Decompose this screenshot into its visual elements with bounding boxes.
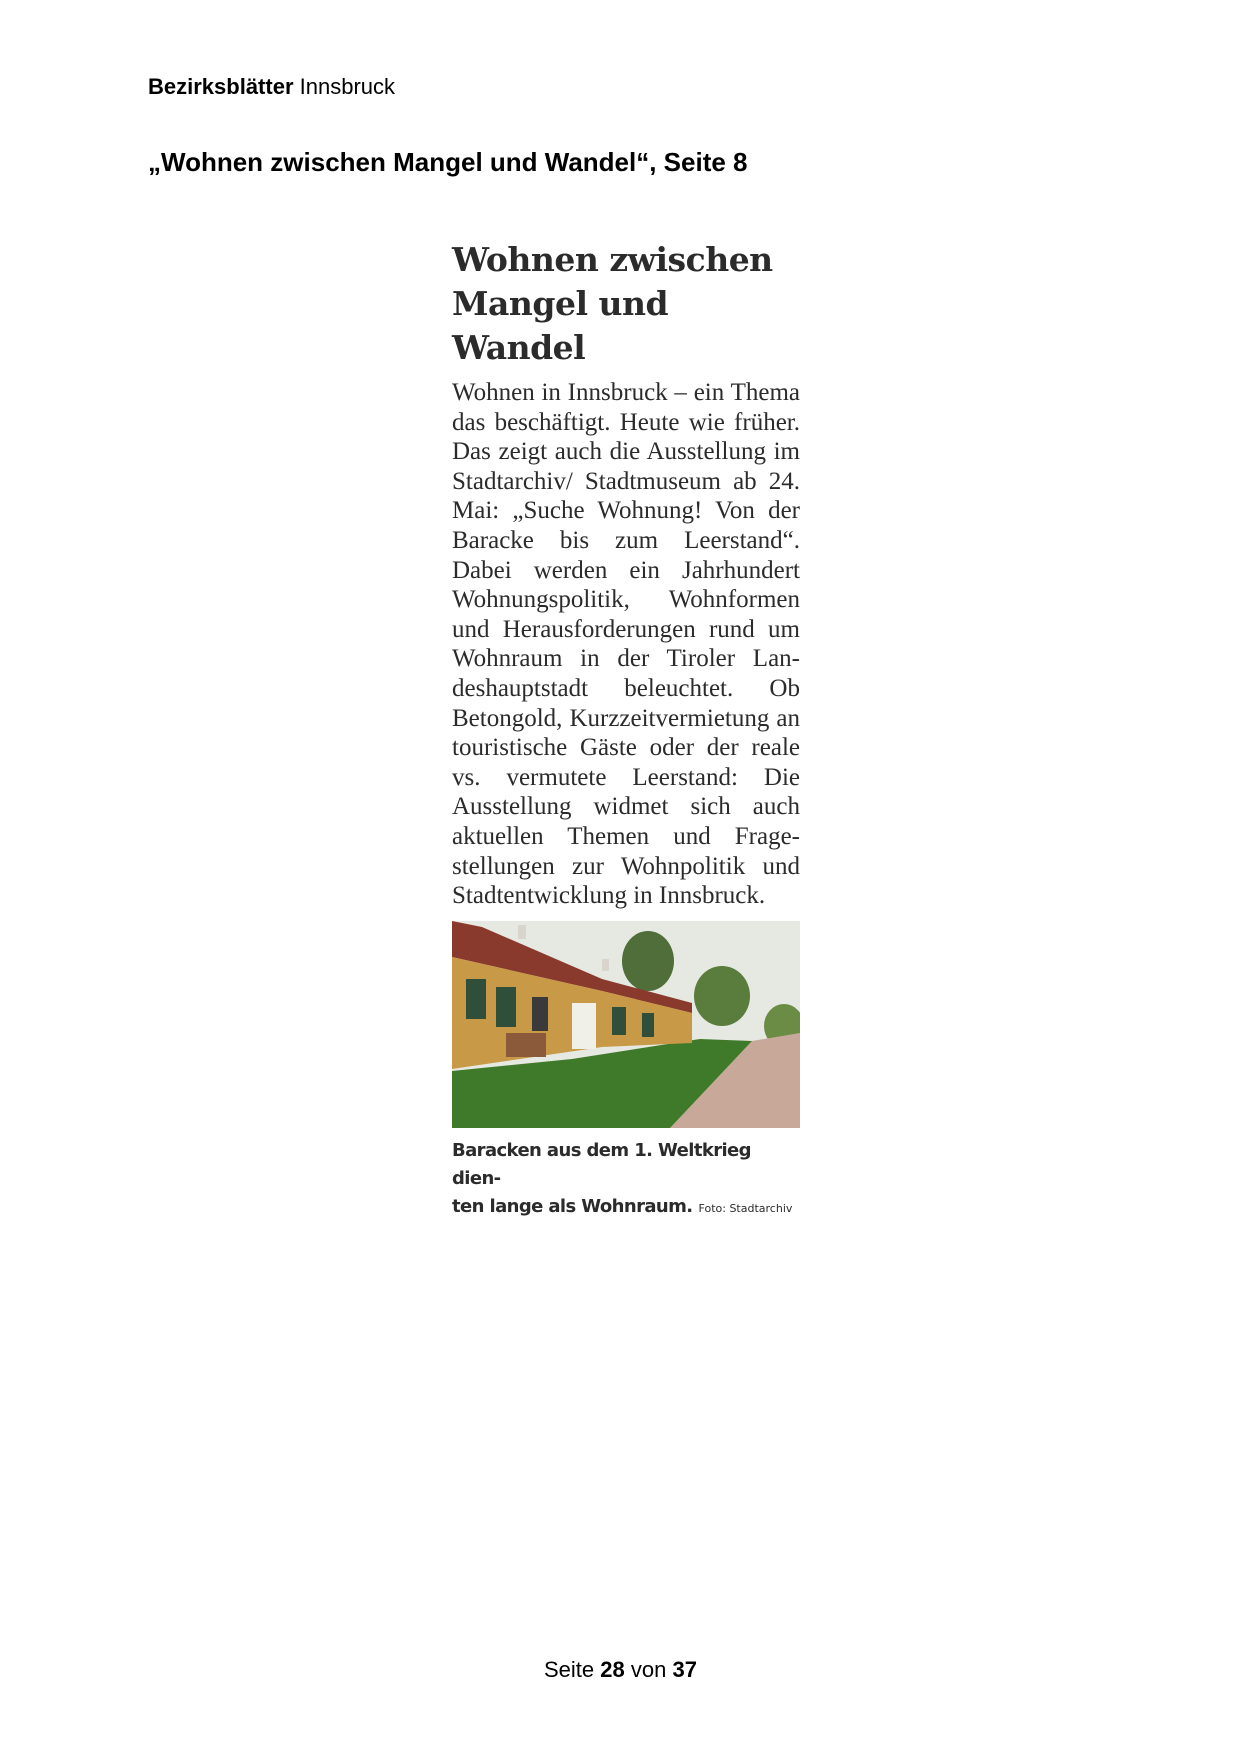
photo-caption <box>452 1137 800 1223</box>
photo-window <box>532 997 548 1031</box>
publication-title: Bezirksblätter <box>148 74 294 99</box>
total-pages: 37 <box>672 1657 697 1682</box>
publication-region: Innsbruck <box>299 74 396 99</box>
photo-window <box>612 1007 626 1035</box>
photo-tree-1 <box>622 931 674 991</box>
caption-line-2-text: ten lange als Wohnraum. <box>452 1196 693 1217</box>
photo-window <box>496 987 516 1027</box>
photo-credit: Foto: Stadtarchiv <box>698 1202 793 1215</box>
footer-separator: von <box>630 1657 667 1682</box>
clipping-body-text: Wohnen in Innsbruck – ein Thema das beschäftigt. Heute wie früher. Das zeigt auch die Ausstellung im Stadtarchiv/ Stadtmuseum ab 24. Mai: „Suche Wohnung! Von der Baracke bis zum Leerstand“. Dabei werden ein Jahrhundert Wohnungspolitik, Wohnformen und Herausforderungen rund um Wohnraum in der Tiroler Landeshauptstadt beleuchtet. Ob Betongold, Kurzzeitvermietung an touristische Gäste oder der reale vs. vermutete Leerstand: Die Ausstellung widmet sich auch aktuellen Themen und Fragestellungen zur Wohnpolitik und Stadtentwicklung in Innsbruck. <box>452 379 800 910</box>
clipping-headline <box>452 238 800 370</box>
photo-tree-2 <box>694 966 750 1026</box>
current-page-number: 28 <box>600 1657 625 1682</box>
page-footer <box>0 1657 1241 1683</box>
caption-line-1: Baracken aus dem 1. Weltkrieg dien- <box>452 1140 751 1189</box>
photo-chimney <box>518 925 526 939</box>
photo-bench <box>506 1033 546 1057</box>
photo-window <box>466 979 486 1019</box>
footer-prefix: Seite <box>544 1657 595 1682</box>
headline-line-1: Wohnen zwischen <box>452 240 773 279</box>
article-reference: „Wohnen zwischen Mangel und Wandel“, Seite 8 <box>148 147 748 177</box>
barracks-photo <box>452 921 800 1128</box>
publication-name <box>148 74 395 100</box>
photo-door <box>572 1003 596 1049</box>
newspaper-clipping <box>452 238 800 911</box>
photo-chimney <box>602 959 609 971</box>
caption-line-2 <box>452 1193 800 1223</box>
headline-line-2: Mangel und Wandel <box>452 284 669 367</box>
barracks-photo-illustration <box>452 921 800 1128</box>
photo-window <box>642 1013 654 1037</box>
